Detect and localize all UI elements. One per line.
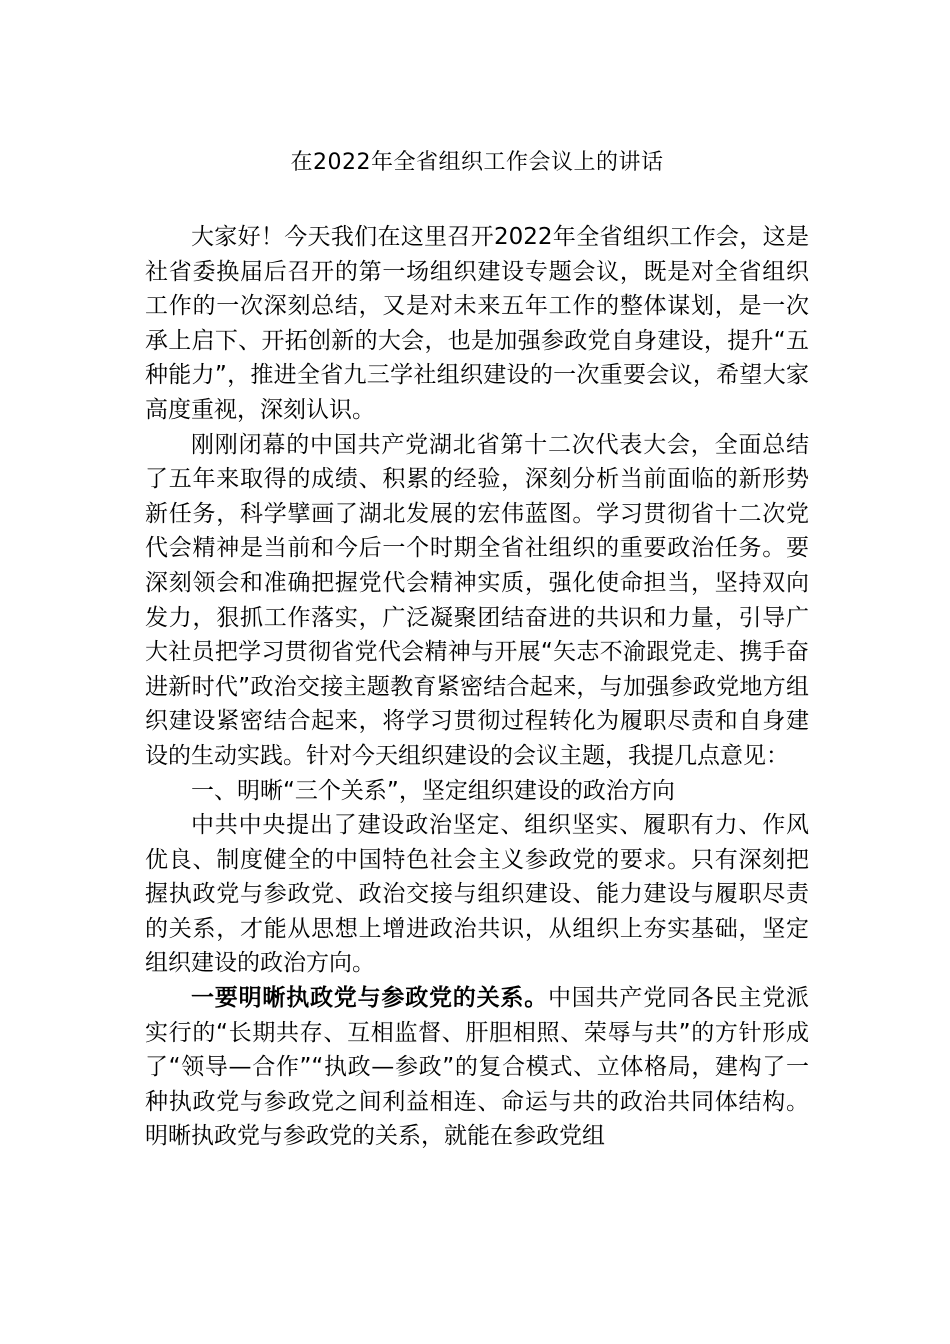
section-heading-text: 一、明晰“三个关系”，坚定组织建设的政治方向: [191, 777, 675, 804]
paragraph-text: 刚刚闭幕的中国共产党湖北省第十二次代表大会，全面总结了五年来取得的成绩、积累的经验，深刻分析当前面临的新形势新任务，科学擘画了湖北发展的宏伟蓝图。学习贯彻省十二次党代会精神是当前和今后一个时期全省社组织的重要政治任务。要深刻领会和准确把握党代会精神实质，强化使命担当，坚持双向发力，狠抓工作落实，广泛凝聚团结奋进的共识和力量，引导广大社员把学习贯彻省党代会精神与开展“矢志不渝跟党走、携手奋进新时代”政治交接主题教育紧密结合起来，与加强参政党地方组织建设紧密结合起来，将学习贯彻过程转化为履职尽责和自身建设的生动实践。针对今天组织建设的会议主题，我提几点意见：: [145, 431, 809, 769]
paragraph-congress: [145, 428, 809, 774]
paragraph-relationship: [145, 981, 809, 1154]
paragraph-text: 中国共产党同各民主党派实行的“长期共存、互相监督、肝胆相照、荣辱与共”的方针形成了“领导—合作”“执政—参政”的复合模式、立体格局，建构了一种执政党与参政党之间利益相连、命运与共的政治共同体结构。明晰执政党与参政党的关系，就能在参政党组: [145, 985, 810, 1150]
paragraph-greeting: [145, 220, 809, 428]
section-heading-one: [145, 774, 809, 809]
document-page: [145, 148, 809, 1154]
paragraph-text: 大家好！今天我们在这里召开2022年全省组织工作会，这是社省委换届后召开的第一场组织建设专题会议，既是对全省组织工作的一次深刻总结，又是对未来五年工作的整体谋划，是一次承上启下、开拓创新的大会，也是加强参政党自身建设，提升“五种能力”，推进全省九三学社组织建设的一次重要会议，希望大家高度重视，深刻认识。: [145, 224, 809, 423]
paragraph-lead-bold: 一要明晰执政党与参政党的关系。: [191, 985, 548, 1012]
document-title: 在2022年全省组织工作会议上的讲话: [290, 150, 664, 175]
paragraph-text: 中共中央提出了建设政治坚定、组织坚实、履职有力、作风优良、制度健全的中国特色社会主义参政党的要求。只有深刻把握执政党与参政党、政治交接与组织建设、能力建设与履职尽责的关系，才能从思想上增进政治共识，从组织上夯实基础，坚定组织建设的政治方向。: [145, 812, 809, 977]
paragraph-requirements: [145, 808, 809, 981]
